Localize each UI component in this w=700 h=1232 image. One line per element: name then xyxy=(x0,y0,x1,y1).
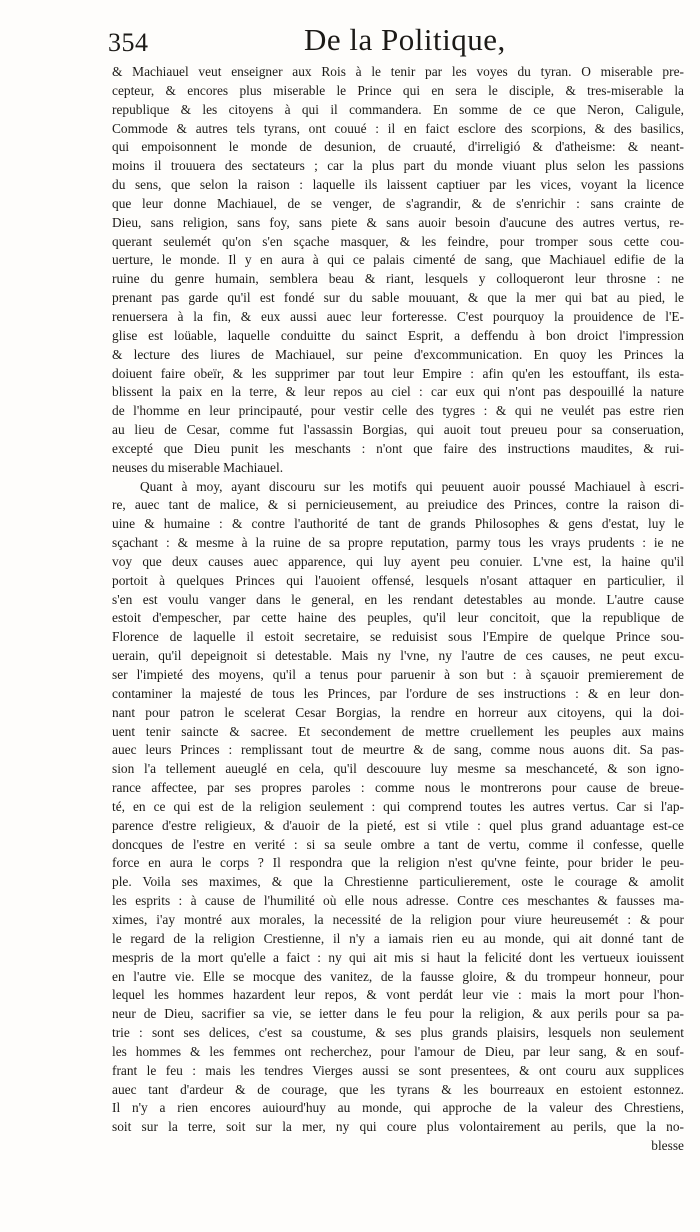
text-line: neuses du miserable Machiauel. xyxy=(112,459,284,475)
paragraph-quant-a-moy xyxy=(112,478,684,1156)
text-line: parence d'estre religieux, & d'auoir de la pieté, est si vtile : quel plus grand aduantage est-ce xyxy=(112,817,684,833)
text-line: rance affectee, par ses propres paroles : comme nous le montrerons pour cause de breue- xyxy=(112,780,684,796)
text-line: lequel les hommes hazardent leur repos, & vont perdát leur vie : mais la mort pour l'hon- xyxy=(112,987,684,1003)
text-line: mespris de la mort qu'elle a faict : ny qui ait mis si haut la felicité dont les vertueux iouissent xyxy=(112,949,684,965)
text-line: Quant à moy, ayant discouru sur les motifs qui peuuent auoir poussé Machiauel à escri- xyxy=(140,478,684,494)
text-line: sion l'a tellement aueuglé en cela, qu'il descouure luy mesme sa meschanceté, & son igno- xyxy=(112,761,684,777)
paragraph-machiavel-critique xyxy=(112,63,684,478)
text-line: ruine du genre humain, semblera beau & riant, lesquels y colloqueront leur throsne : ne xyxy=(112,271,684,287)
text-line: force en aura le corps ? Il respondra que la religion n'est qu'vne feinte, pour brider le peu- xyxy=(112,855,684,871)
text-line: querant seulemét qu'on s'en sçache masquer, & les feindre, pour tromper sous cette cou- xyxy=(112,233,684,249)
text-line: auec tant d'ardeur & de courage, que les tyrans & les bourreaux en estoient estonnez. xyxy=(112,1081,684,1097)
page-number: 354 xyxy=(108,28,149,57)
text-line: qui empoisonnent le monde de desunion, de cruauté, d'irreligió & d'atheisme: & neant- xyxy=(112,139,684,155)
text-line: Dieu, sans religion, sans foy, sans piete & sans auoir besoin d'aucune des autres vertus, re- xyxy=(112,214,684,230)
text-line: au lieu de Cesar, comme fut l'assassin Borgias, qui auoit tout preueu pour sa conseruation, xyxy=(112,422,684,438)
text-line: de l'homme en leur principauté, pour vestir celle des tygres : & qui ne veulét pas estre rien xyxy=(112,403,684,419)
text-line: ximes, i'ay montré aux morales, la necessité de la religion pour viure heureusemét : & pour xyxy=(112,911,684,927)
text-line: doiuent faire obeïr, & les supprimer par tout leur Empire : afin qu'en les estouffant, ils esta- xyxy=(112,365,684,381)
text-line: que leur donne Machiauel, de se venger, de s'agrandir, & de s'enrichir : sans crainte de xyxy=(112,195,684,211)
text-line: & Machiauel veut enseigner aux Rois à le tenir par les voyes du tyran. O miserable pre- xyxy=(112,64,684,79)
text-line: estoit d'empescher, par cette haine des peuples, qu'il leur concitoit, que la republique de xyxy=(112,610,684,626)
text-line: ple. Voila ses maximes, & que la Chrestienne particulierement, oste le courage & amolit xyxy=(112,874,684,890)
text-line: republique & les citoyens à qui il commandera. En somme de ce que Neron, Caligule, xyxy=(112,101,684,117)
text-line: Il n'y a rien encores auiourd'huy au monde, qui approche de la valeur des Chrestiens, xyxy=(112,1100,684,1116)
text-line: portoit à quelques Princes qui l'auoient offensé, lesquels n'osant attaquer en particulier, il xyxy=(112,572,684,588)
text-line: neur de Dieu, sacrifier sa vie, se ietter dans le feu pour la religion, & aux perils pour sa pa- xyxy=(112,1006,684,1022)
text-line: renuersera à la fin, & eux aussi auec leur forteresse. C'est pourquoy la prouidence de l'E- xyxy=(112,308,684,324)
text-line: en l'autre vie. Elle se mocque des vanitez, de la fausse gloire, & du trompeur honneur, pour xyxy=(112,968,684,984)
text-line: ser l'impieté des moyens, qu'il a tenus pour paruenir à son but : à sçauoir premierement de xyxy=(112,667,684,682)
text-line: contaminer la majesté de tous les Princes, par l'ordure de ses instructions : & en leur don- xyxy=(112,685,684,701)
text-line: prenant pas garde qu'il est fondé sur du sable mouuant, & que la mer qui bat au pied, le xyxy=(112,290,684,306)
text-line: le regard de la religion Crestienne, il n'y a iamais rien eu au monde, qui ait donné tant de xyxy=(112,930,684,946)
text-line: uine & humaine : & contre l'authorité de tant de grands Philosophes & gens d'estat, luy le xyxy=(112,516,684,532)
text-line: moins il trouuera des sectateurs ; car la plus part du monde viuant plus selon les passions xyxy=(112,158,684,174)
text-line: les hommes & les femmes ont recherchez, pour l'amour de Dieu, par leur sang, & en souf- xyxy=(112,1043,684,1059)
page-header xyxy=(108,22,688,66)
text-line: s'en est voulu vanger dans le general, en les rendant detestables au monde. L'autre cause xyxy=(112,591,684,607)
text-line: Florence de laquelle il estoit secretaire, se reduisist sous l'Empire de quelque Prince sou- xyxy=(112,629,684,645)
text-line: blesse xyxy=(651,1138,684,1154)
text-line: cepteur, & encores plus miserable le Prince qui en sera le disciple, & tres-miserable la xyxy=(112,82,684,98)
text-line: uerain, qu'il depeignoit si detestable. Mais ny l'vne, ny l'autre de ces causes, ne peut excu- xyxy=(112,648,684,664)
text-line: frant le feu : mais les tendres Vierges aussi se sont presentees, & ont couru aux supplices xyxy=(112,1062,684,1078)
text-line: nant pour patron le scelerat Cesar Borgias, la rendre en horreur aux citoyens, qui la doi- xyxy=(112,704,684,720)
text-line: uent tenir saincte & sacree. Et secondement de mettre cruellement les peuples aux mains xyxy=(112,723,684,739)
text-line: doncques de l'estre en verité : si sa seule ombre a tant de vertu, comme il confesse, quelle xyxy=(112,836,684,852)
text-line: auec leurs Princes : remplissant tout de meurtre & de sang, comme nous auons dit. Sa pas- xyxy=(112,742,684,758)
text-line: re, auec tant de malice, & si pernicieusement, au preiudice des Princes, contre la raison di- xyxy=(112,497,684,513)
text-line: soit sur la terre, soit sur la mer, ny qui coure plus volontairement au perils, que la no- xyxy=(112,1119,684,1135)
text-line: les esprits : à cause de l'humilité où elle nous adresse. Contre ces meschantes & fausses ma- xyxy=(112,893,684,909)
text-line: excepté que Dieu punit les meschants : n'ont que faire des instructions maudites, & rui- xyxy=(112,440,684,456)
text-line: té, en ce qui est de la religion seulement : qui comprend toutes les autres vertus. Car si l'ap- xyxy=(112,798,684,814)
text-line: uerture, le monde. Il y en aura à qui ce palais cimenté de sang, que Machiauel edifie de la xyxy=(112,252,684,268)
text-line: Commode & autres tels tyrans, ont couué : il en faict esclore des scorpions, & des basilics, xyxy=(112,120,684,136)
text-line: sçachant : & mesme à la ruine de sa propre reputation, parmy tous les vrays prudents : ie ne xyxy=(112,535,684,551)
running-title: De la Politique, xyxy=(304,22,506,57)
text-line: voy que deux causes auec apparence, qui luy ayent peu conuier. L'vne est, la haine qu'il xyxy=(112,553,684,569)
text-line: & lecture des liures de Machiauel, sur peine d'excommunication. En quoy les Princes la xyxy=(112,346,684,362)
body-text xyxy=(112,63,684,1156)
text-line: du sens, que selon la raison : laquelle ils laissent captiuer par les vices, voyant la licence xyxy=(112,177,684,193)
text-line: blissent la paix en la terre, & leur repos au ciel : car eux qui n'ont pas despouillé la nature xyxy=(112,384,684,400)
text-line: trie : sont ses delices, c'est sa coustume, & ses plus grands plaisirs, lesquels non seulement xyxy=(112,1025,684,1041)
text-line: glise est loüable, laquelle conduitte du sainct Esprit, a deffendu à bon droict l'impression xyxy=(112,327,684,343)
